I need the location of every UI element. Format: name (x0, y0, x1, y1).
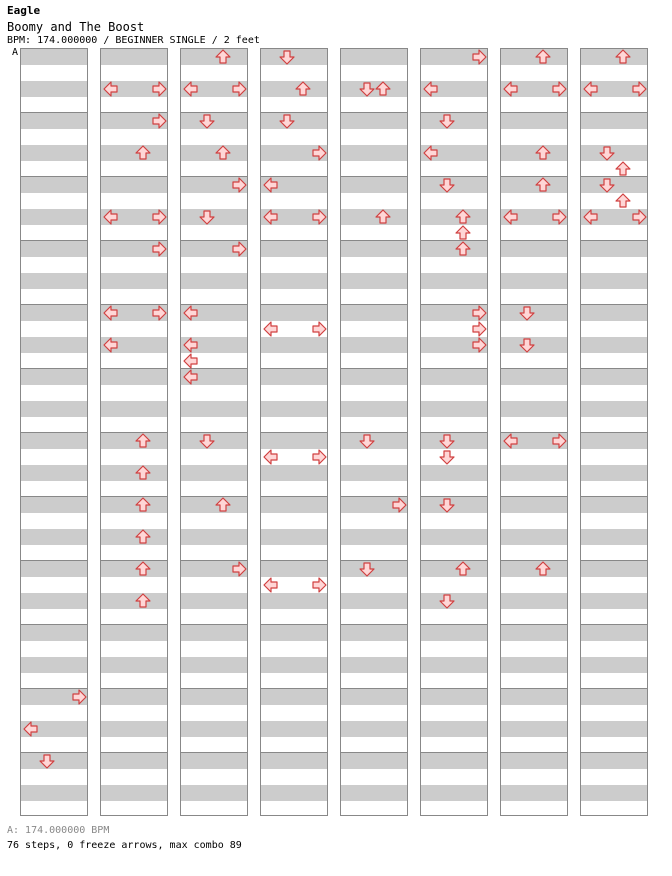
measure-line (581, 112, 647, 113)
measure-line (581, 752, 647, 753)
left-arrow-icon (263, 577, 279, 593)
chart-column (100, 48, 168, 816)
up-arrow-icon (135, 561, 151, 577)
measure-line (581, 560, 647, 561)
measure-line (181, 624, 247, 625)
measure-line (501, 176, 567, 177)
step-stats: 76 steps, 0 freeze arrows, max combo 89 (7, 840, 242, 851)
down-arrow-icon (199, 113, 215, 129)
measure-line (261, 688, 327, 689)
measure-line (21, 304, 87, 305)
measure-line (21, 624, 87, 625)
left-arrow-icon (23, 721, 39, 737)
chart-column (580, 48, 648, 816)
measure-line (101, 688, 167, 689)
left-arrow-icon (503, 209, 519, 225)
down-arrow-icon (359, 81, 375, 97)
up-arrow-icon (215, 145, 231, 161)
down-arrow-icon (519, 305, 535, 321)
measure-line (581, 688, 647, 689)
measure-line (501, 496, 567, 497)
measure-line (21, 560, 87, 561)
up-arrow-icon (615, 161, 631, 177)
up-arrow-icon (535, 177, 551, 193)
measure-line (501, 752, 567, 753)
left-arrow-icon (423, 81, 439, 97)
up-arrow-icon (135, 593, 151, 609)
down-arrow-icon (279, 49, 295, 65)
measure-line (21, 368, 87, 369)
measure-line (21, 176, 87, 177)
right-arrow-icon (231, 81, 247, 97)
measure-line (21, 496, 87, 497)
measure-line (181, 688, 247, 689)
measure-line (261, 624, 327, 625)
measure-line (501, 560, 567, 561)
measure-line (421, 688, 487, 689)
measure-line (341, 752, 407, 753)
left-arrow-icon (183, 353, 199, 369)
up-arrow-icon (135, 529, 151, 545)
down-arrow-icon (519, 337, 535, 353)
measure-line (501, 112, 567, 113)
measure-line (421, 240, 487, 241)
measure-line (341, 176, 407, 177)
chart-column (180, 48, 248, 816)
chart-info: BPM: 174.000000 / BEGINNER SINGLE / 2 feet (7, 35, 260, 46)
measure-line (261, 368, 327, 369)
right-arrow-icon (471, 49, 487, 65)
measure-line (181, 496, 247, 497)
left-arrow-icon (263, 209, 279, 225)
measure-line (581, 304, 647, 305)
measure-line (581, 432, 647, 433)
left-arrow-icon (103, 81, 119, 97)
right-arrow-icon (311, 321, 327, 337)
chart-title: Eagle (7, 4, 41, 17)
right-arrow-icon (231, 241, 247, 257)
measure-line (341, 624, 407, 625)
down-arrow-icon (599, 145, 615, 161)
down-arrow-icon (439, 113, 455, 129)
up-arrow-icon (375, 209, 391, 225)
right-arrow-icon (471, 337, 487, 353)
chart-column (340, 48, 408, 816)
measure-line (421, 368, 487, 369)
chart-column (420, 48, 488, 816)
down-arrow-icon (39, 753, 55, 769)
down-arrow-icon (439, 593, 455, 609)
left-arrow-icon (183, 337, 199, 353)
right-arrow-icon (231, 177, 247, 193)
measure-line (101, 432, 167, 433)
measure-line (581, 240, 647, 241)
left-arrow-icon (503, 81, 519, 97)
right-arrow-icon (551, 433, 567, 449)
left-arrow-icon (103, 337, 119, 353)
measure-line (101, 624, 167, 625)
up-arrow-icon (375, 81, 391, 97)
left-arrow-icon (183, 369, 199, 385)
right-arrow-icon (471, 305, 487, 321)
measure-line (341, 240, 407, 241)
down-arrow-icon (439, 449, 455, 465)
right-arrow-icon (311, 449, 327, 465)
up-arrow-icon (455, 241, 471, 257)
right-arrow-icon (151, 81, 167, 97)
up-arrow-icon (215, 49, 231, 65)
down-arrow-icon (359, 561, 375, 577)
measure-line (101, 560, 167, 561)
measure-line (501, 688, 567, 689)
right-arrow-icon (391, 497, 407, 513)
measure-line (421, 560, 487, 561)
left-arrow-icon (103, 209, 119, 225)
down-arrow-icon (199, 433, 215, 449)
measure-line (581, 624, 647, 625)
down-arrow-icon (199, 209, 215, 225)
measure-line (341, 688, 407, 689)
up-arrow-icon (135, 465, 151, 481)
up-arrow-icon (535, 145, 551, 161)
left-arrow-icon (503, 433, 519, 449)
chart-column (500, 48, 568, 816)
measure-line (21, 112, 87, 113)
measure-line (261, 752, 327, 753)
right-arrow-icon (631, 81, 647, 97)
right-arrow-icon (151, 209, 167, 225)
left-arrow-icon (183, 305, 199, 321)
measure-line (101, 752, 167, 753)
bpm-legend: A: 174.000000 BPM (7, 825, 110, 836)
measure-line (261, 240, 327, 241)
right-arrow-icon (551, 209, 567, 225)
up-arrow-icon (455, 225, 471, 241)
measure-line (421, 752, 487, 753)
left-arrow-icon (103, 305, 119, 321)
right-arrow-icon (311, 577, 327, 593)
down-arrow-icon (439, 433, 455, 449)
measure-line (261, 432, 327, 433)
measure-line (341, 112, 407, 113)
measure-line (501, 368, 567, 369)
measure-line (581, 496, 647, 497)
up-arrow-icon (135, 497, 151, 513)
left-arrow-icon (263, 177, 279, 193)
up-arrow-icon (135, 433, 151, 449)
right-arrow-icon (311, 209, 327, 225)
song-title: Boomy and The Boost (7, 20, 145, 34)
chart-column (260, 48, 328, 816)
measure-line (341, 304, 407, 305)
left-arrow-icon (263, 321, 279, 337)
up-arrow-icon (455, 561, 471, 577)
measure-line (421, 624, 487, 625)
measure-line (261, 304, 327, 305)
measure-line (101, 368, 167, 369)
right-arrow-icon (71, 689, 87, 705)
right-arrow-icon (551, 81, 567, 97)
left-arrow-icon (583, 209, 599, 225)
bpm-marker-label: A (12, 47, 19, 58)
left-arrow-icon (423, 145, 439, 161)
up-arrow-icon (615, 193, 631, 209)
up-arrow-icon (135, 145, 151, 161)
up-arrow-icon (455, 209, 471, 225)
down-arrow-icon (599, 177, 615, 193)
up-arrow-icon (295, 81, 311, 97)
up-arrow-icon (535, 561, 551, 577)
measure-line (181, 752, 247, 753)
measure-line (341, 368, 407, 369)
chart-column (20, 48, 88, 816)
right-arrow-icon (151, 241, 167, 257)
left-arrow-icon (263, 449, 279, 465)
up-arrow-icon (215, 497, 231, 513)
measure-line (21, 240, 87, 241)
down-arrow-icon (439, 177, 455, 193)
measure-line (581, 368, 647, 369)
left-arrow-icon (183, 81, 199, 97)
measure-line (501, 240, 567, 241)
right-arrow-icon (311, 145, 327, 161)
right-arrow-icon (631, 209, 647, 225)
measure-line (501, 624, 567, 625)
measure-line (261, 560, 327, 561)
measure-line (101, 496, 167, 497)
left-arrow-icon (583, 81, 599, 97)
right-arrow-icon (151, 305, 167, 321)
up-arrow-icon (615, 49, 631, 65)
down-arrow-icon (359, 433, 375, 449)
measure-line (21, 432, 87, 433)
down-arrow-icon (439, 497, 455, 513)
down-arrow-icon (279, 113, 295, 129)
right-arrow-icon (151, 113, 167, 129)
right-arrow-icon (231, 561, 247, 577)
measure-line (261, 496, 327, 497)
measure-line (101, 176, 167, 177)
up-arrow-icon (535, 49, 551, 65)
right-arrow-icon (471, 321, 487, 337)
